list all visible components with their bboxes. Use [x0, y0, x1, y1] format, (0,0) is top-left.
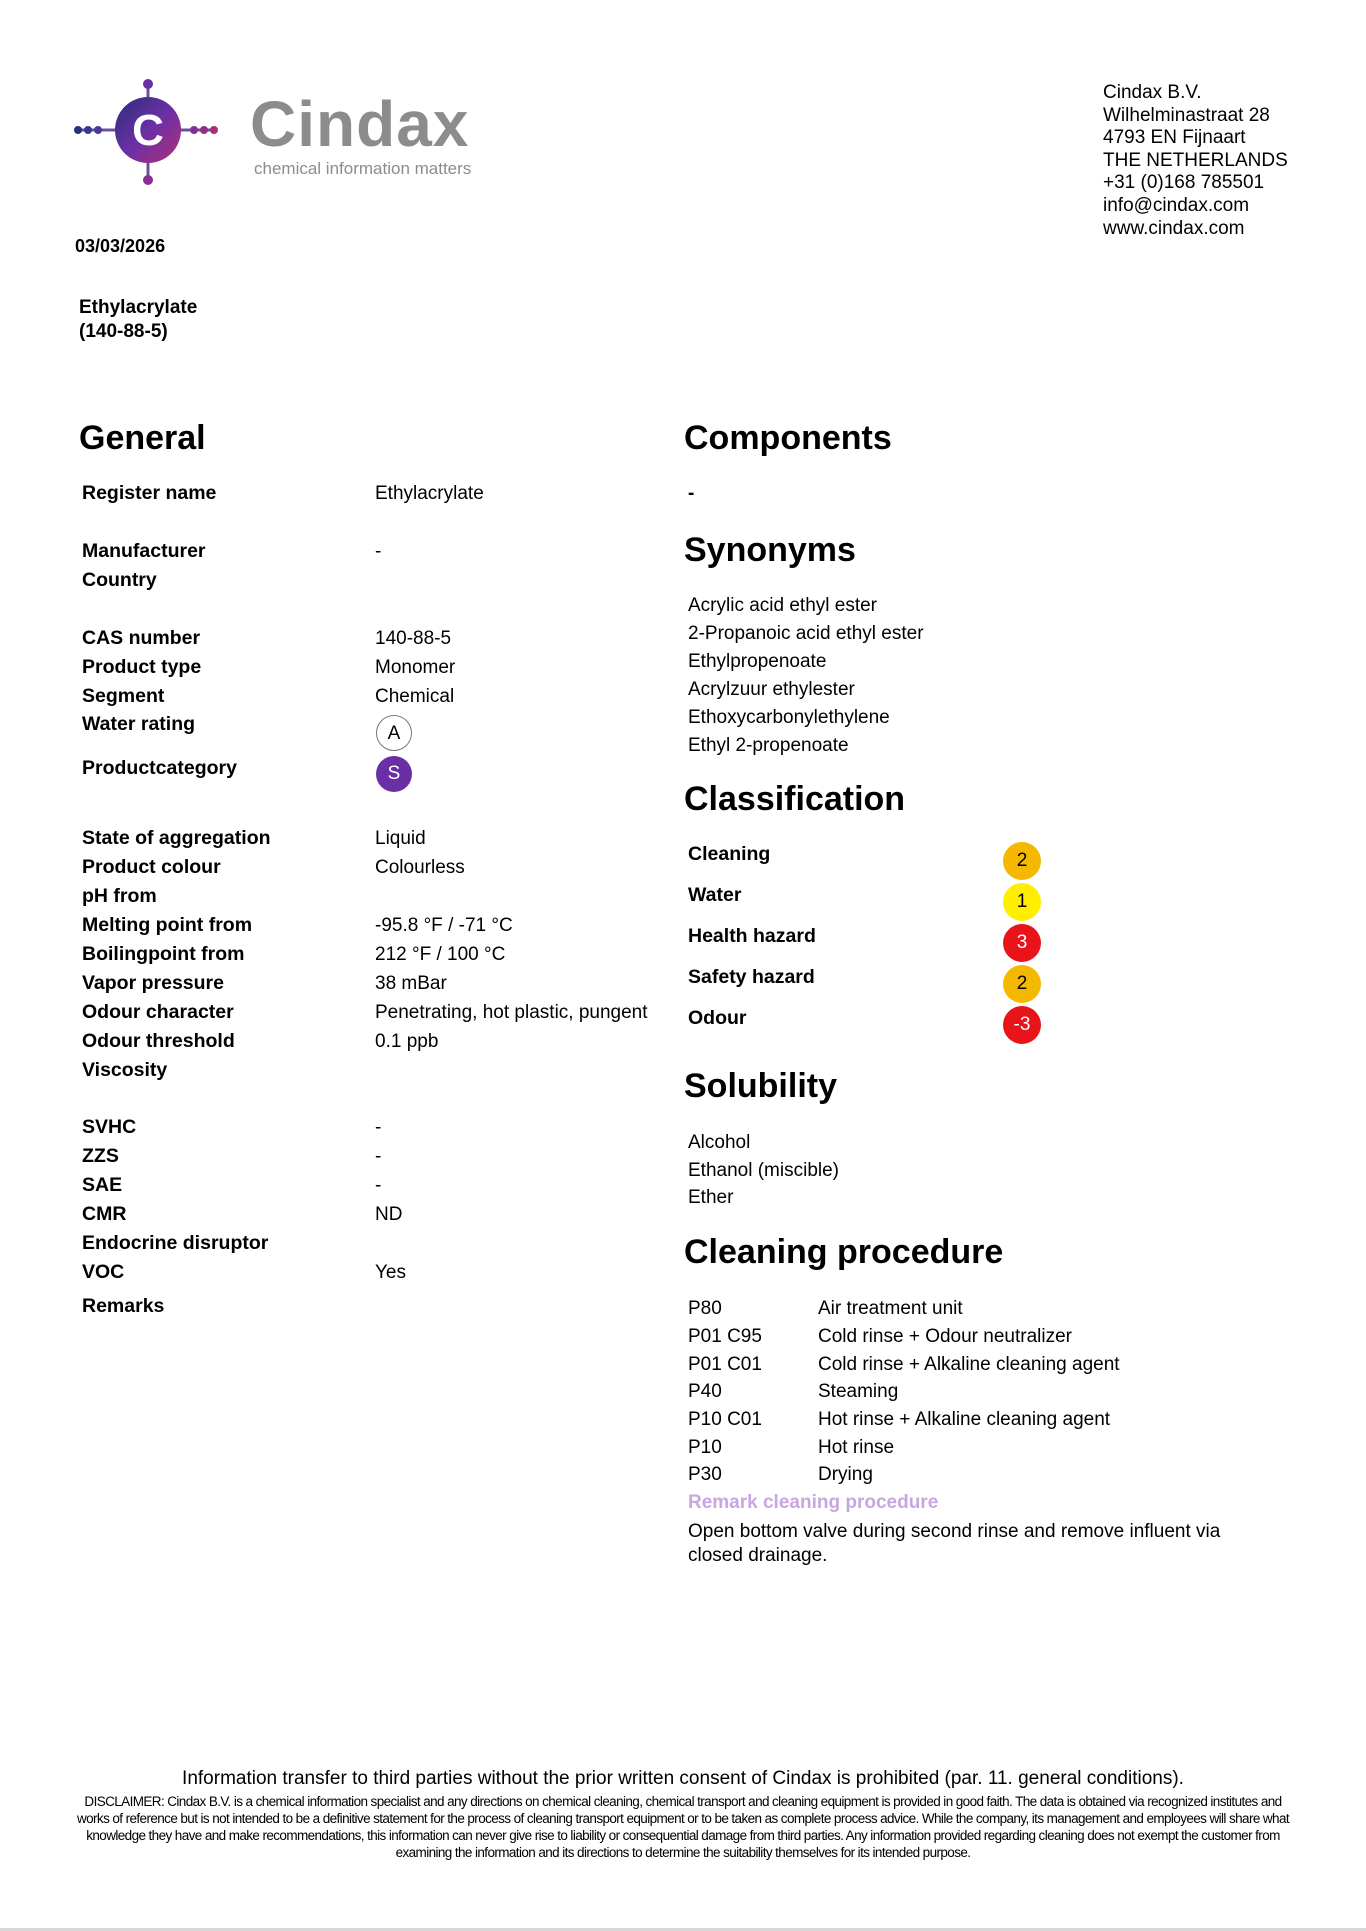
procedure-code: P01 C01	[688, 1354, 762, 1375]
field-value: 212 °F / 100 °C	[375, 944, 506, 965]
field-label: pH from	[82, 885, 157, 907]
procedure-description: Cold rinse + Odour neutralizer	[818, 1326, 1072, 1347]
field-value: Yes	[375, 1262, 406, 1283]
synonym-item: Ethoxycarbonylethylene	[688, 707, 890, 728]
field-value: Penetrating, hot plastic, pungent	[375, 1002, 648, 1023]
svg-text:C: C	[132, 106, 164, 155]
procedure-description: Steaming	[818, 1381, 899, 1402]
procedure-code: P40	[688, 1381, 722, 1402]
field-value: ND	[375, 1204, 403, 1225]
field-value: -	[375, 1146, 382, 1167]
website: www.cindax.com	[1103, 217, 1245, 239]
field-label: Product colour	[82, 856, 221, 878]
company-address	[1103, 82, 1288, 240]
remark-cleaning-title: Remark cleaning procedure	[688, 1492, 939, 1513]
synonym-item: Ethylpropenoate	[688, 651, 827, 672]
field-value: -	[375, 1117, 382, 1138]
procedure-code: P10	[688, 1437, 722, 1458]
procedure-code: P80	[688, 1298, 722, 1319]
field-label: Segment	[82, 685, 165, 707]
field-label: Vapor pressure	[82, 972, 224, 994]
procedure-description: Drying	[818, 1464, 873, 1485]
field-value: 140-88-5	[375, 628, 452, 649]
field-label: SAE	[82, 1174, 123, 1196]
field-label: CAS number	[82, 627, 201, 649]
product-name: Ethylacrylate	[79, 297, 198, 318]
field-value: Ethylacrylate	[375, 483, 484, 504]
brand-tagline: chemical information matters	[254, 159, 472, 178]
synonym-item: 2-Propanoic acid ethyl ester	[688, 623, 924, 644]
field-value: 38 mBar	[375, 973, 447, 994]
field-value: Monomer	[375, 657, 456, 678]
product-cas: (140-88-5)	[79, 321, 168, 342]
field-label: State of aggregation	[82, 827, 271, 849]
procedure-description: Cold rinse + Alkaline cleaning agent	[818, 1354, 1120, 1375]
field-label: Water rating	[82, 713, 196, 735]
email-address: info@cindax.com	[1103, 194, 1250, 216]
field-label: Melting point from	[82, 914, 253, 936]
address-line: Wilhelminastraat 28	[1103, 104, 1270, 126]
field-value: Chemical	[375, 686, 455, 707]
field-label: Odour character	[82, 1001, 234, 1023]
address-line: Cindax B.V.	[1103, 82, 1202, 103]
field-value: -	[375, 1175, 382, 1196]
solubility-item: Ether	[688, 1187, 734, 1208]
field-label: Product type	[82, 656, 202, 678]
classification-badge-health-hazard: 3	[1003, 924, 1041, 962]
procedure-description: Air treatment unit	[818, 1298, 963, 1319]
field-label: CMR	[82, 1203, 127, 1225]
field-label: Manufacturer	[82, 540, 206, 562]
classification-label: Safety hazard	[688, 966, 815, 988]
procedure-code: P10 C01	[688, 1409, 762, 1430]
classification-label: Health hazard	[688, 925, 816, 947]
synonym-item: Ethyl 2-propenoate	[688, 735, 849, 756]
procedure-code: P30	[688, 1464, 722, 1485]
disclaimer: DISCLAIMER: Cindax B.V. is a chemical information specialist and any directions on chemical cleaning, chemical transport and cleaning equipment is provided in good faith. The data is obtained via recognized institutes and works of reference but is not intended to be a definitive statement for the process of cleaning transport equipment or to be taken as complete process advice. While the company, its management and employees will share what knowledge they have and make recommendations, this information can never give rise to liability or consequential damage from third parties. Any information provided regarding cleaning does not exempt the customer from examining the information and its directions to determine the suitability themselves for its intended purpose.	[76, 1794, 1290, 1860]
general-heading: General	[79, 419, 206, 457]
field-label: Endocrine disruptor	[82, 1232, 269, 1254]
classification-badge-water: 1	[1003, 883, 1041, 921]
classification-badge-cleaning: 2	[1003, 842, 1041, 880]
components-value: -	[688, 483, 695, 504]
address-line: 4793 EN Fijnaart	[1103, 127, 1246, 149]
synonym-item: Acrylic acid ethyl ester	[688, 595, 878, 616]
water-rating-badge: A	[376, 715, 412, 751]
remark-cleaning-text: Open bottom valve during second rinse and remove influent via closed drainage.	[688, 1521, 1221, 1566]
brand-name: Cindax	[250, 88, 470, 160]
procedure-code: P01 C95	[688, 1326, 762, 1347]
components-heading: Components	[684, 419, 892, 457]
field-value: 0.1 ppb	[375, 1031, 439, 1052]
product-heading	[79, 296, 197, 344]
synonyms-heading: Synonyms	[684, 531, 856, 569]
field-label: ZZS	[82, 1145, 119, 1167]
cleaning-procedure-heading: Cleaning procedure	[684, 1233, 1004, 1271]
field-label: Productcategory	[82, 757, 237, 779]
field-label: Remarks	[82, 1295, 165, 1317]
document-date: 03/03/2026	[75, 236, 166, 256]
solubility-item: Ethanol (miscible)	[688, 1160, 839, 1181]
field-label: Boilingpoint from	[82, 943, 245, 965]
classification-label: Water	[688, 884, 742, 906]
field-label: Odour threshold	[82, 1030, 235, 1052]
classification-label: Cleaning	[688, 843, 771, 865]
transfer-notice: Information transfer to third parties without the prior written consent of Cindax is prohibited (par. 11. general conditions).	[182, 1768, 1184, 1789]
field-value: -	[375, 541, 382, 562]
synonym-item: Acrylzuur ethylester	[688, 679, 855, 700]
product-category-badge: S	[376, 756, 412, 792]
field-label: VOC	[82, 1261, 125, 1283]
field-value: -95.8 °F / -71 °C	[375, 915, 513, 936]
field-value: Colourless	[375, 857, 465, 878]
classification-badge-safety-hazard: 2	[1003, 965, 1041, 1003]
solubility-heading: Solubility	[684, 1067, 837, 1105]
classification-label: Odour	[688, 1007, 747, 1029]
procedure-description: Hot rinse + Alkaline cleaning agent	[818, 1409, 1111, 1430]
phone-number: +31 (0)168 785501	[1103, 172, 1265, 194]
classification-badge-odour: -3	[1003, 1006, 1041, 1044]
classification-heading: Classification	[684, 780, 906, 818]
solubility-item: Alcohol	[688, 1132, 751, 1153]
field-value: Liquid	[375, 828, 426, 849]
field-label: Country	[82, 569, 157, 591]
address-line: THE NETHERLANDS	[1103, 149, 1288, 171]
procedure-description: Hot rinse	[818, 1437, 895, 1458]
field-label: SVHC	[82, 1116, 137, 1138]
field-label: Viscosity	[82, 1059, 168, 1081]
field-label: Register name	[82, 482, 217, 504]
